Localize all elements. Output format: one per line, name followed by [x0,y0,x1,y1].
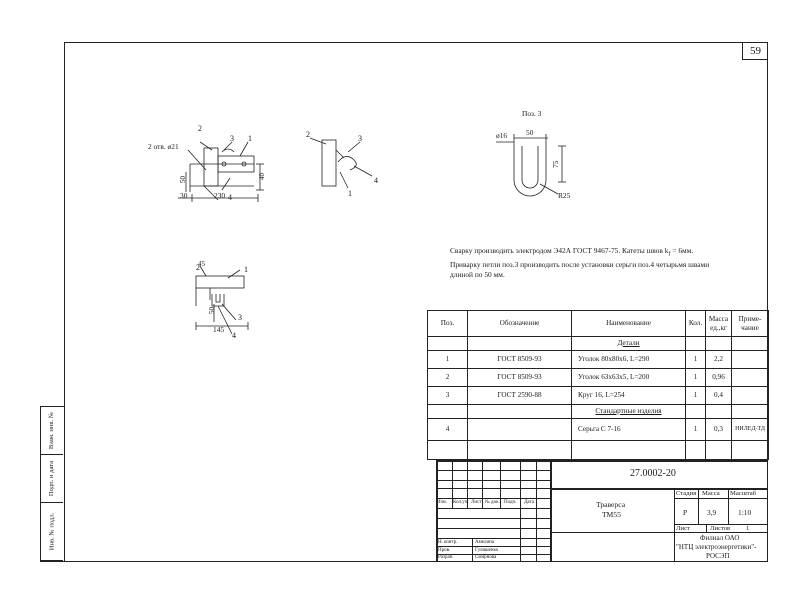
pos3-dim-d16: ø16 [496,131,508,140]
side-cell-sign-date: Подп. и дата [41,455,63,503]
v1-leader-1: 1 [248,134,252,143]
v3-leader-2: 2 [196,263,200,272]
v3-leader-1: 1 [244,265,248,274]
v3-dim-145: 145 [213,325,225,334]
note-line-3: длиной по 50 мм. [450,270,505,280]
v2-leader-2: 2 [306,130,310,139]
v1-dim-50: 50 [179,176,187,183]
table-row: 3 ГОСТ 2590-88 Круг 16, L=254 1 0,4 [428,387,769,405]
spec-section-standard: Стандартные изделия [428,405,769,419]
v2-leader-3: 3 [358,134,362,143]
technical-notes [450,246,760,281]
v3-leader-3: 3 [238,313,242,322]
specification-table [427,310,768,460]
table-row: 1 ГОСТ 8509-93 Уголок 80х80х6, L=290 1 2,2 [428,351,769,369]
side-cell-inv-no: Инв. № подл. [41,503,63,561]
v1-dim-30: 30 [180,191,188,200]
view-2 [310,138,372,188]
pos3-dim-50: 50 [526,128,534,137]
v1-holes-note: 2 отв. ø21 [148,142,179,151]
side-cell-replace-inv: Взам. инв. № [41,407,63,455]
v1-leader-4: 4 [228,193,232,202]
org-line-1: Филиал ОАО [700,534,740,542]
note-line-1: Сварку производить электродом Э42А ГОСТ 9467-75. Катеты швов $k_f = 6мм$. [450,246,694,258]
v2-leader-4: 4 [374,176,378,185]
spec-section-details: Детали [428,337,769,351]
spec-header-row: Поз. Обозначение Наименование Кол. Масса ед.,кг Приме- чание [428,311,769,337]
note-line-2: Приварку петли поз.3 производить после установки серьги поз.4 четырьмя швами [450,259,710,269]
view-3 [196,266,248,334]
title-line-1: Траверса [596,500,626,509]
pos3-title: Поз. 3 [522,109,542,118]
v2-leader-1: 1 [348,189,352,198]
title-block: 27.0002-20 Изм. Кол.уч. Лист № док. Подп. Дата Н. контр. Амелина Пров. Гуляшенко Разраб. Смирнова Траверса ТМ55 Стадия Масса Масштаб Р 3,9 1:10 Лист Листов 1 Филиал ОАО "НТЦ электроэнергетики"- РОСЭП [436,460,768,562]
title-line-2: ТМ55 [602,510,621,519]
sheet-number: 59 [742,42,768,60]
v3-leader-4: 4 [232,331,236,340]
org-line-2: "НТЦ электроэнергетики"- [676,543,757,551]
v1-dim-40: 40 [258,173,266,180]
org-line-3: РОСЭП [706,552,730,560]
v1-dim-230: 230 [214,191,226,200]
v1-leader-3: 3 [230,134,234,143]
v3-dim-45: 45 [198,260,205,268]
pos3-dim-75: 75 [551,160,560,168]
pos3-dim-r25: R25 [558,191,571,200]
document-number: 27.0002-20 [630,468,676,479]
table-row: 2 ГОСТ 8509-93 Уголок 63х63х5, L=200 1 0,96 [428,369,769,387]
v1-leader-2: 2 [198,124,202,133]
v3-dim-50: 50 [208,307,216,314]
spec-empty-row [428,441,769,460]
table-row: 4 Серьга С 7-16 1 0,3 НИЛЕД-ТД [428,419,769,441]
